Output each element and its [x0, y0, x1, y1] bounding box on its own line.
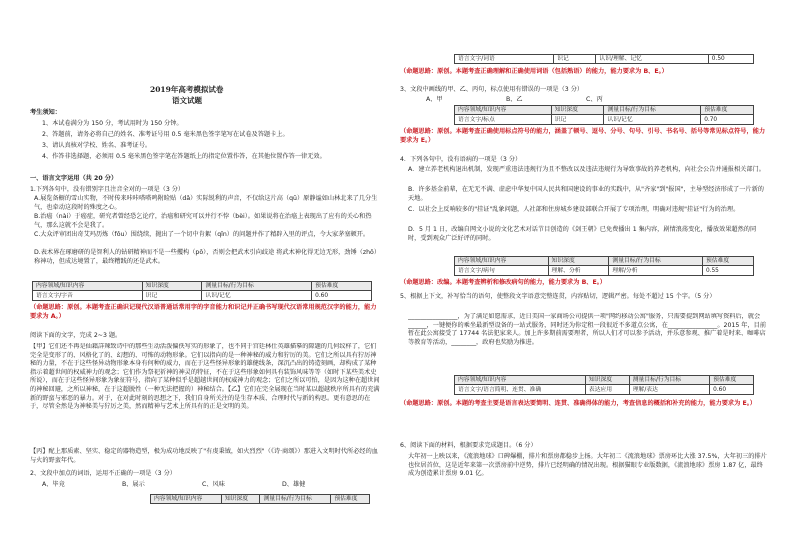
table-header: 内容领域/知识内容	[151, 495, 222, 504]
note-text: 原创。本题考查正确使用标点符号的能力，涵盖了顿号、逗号、分号、句号、引号、书名号、括号等常见标点符号，能力要求为 E。）	[400, 128, 766, 144]
note-text: 改编。本题考查辨析和修改病句的能力，能力要求为 B、E。）	[437, 279, 606, 286]
table-cell: 0.60	[710, 385, 754, 394]
table-cell: 0.55	[702, 266, 753, 275]
table-cell: 理解、分析	[548, 266, 609, 275]
notice-item: 2、答题前，请务必将自己的姓名、准考证号用 0.5 毫米黑色签字笔写在试卷及答题卡上。	[42, 131, 289, 138]
meta-table	[150, 494, 370, 504]
note-label: （命题思路：	[400, 400, 438, 407]
question-stem: 2、文段中加点的词语，运用不正确的一项是（3 分）	[30, 470, 176, 477]
design-note	[400, 400, 770, 409]
table-header: 预估难度	[331, 495, 370, 504]
option-c: C．以社会上反响较多的"挂证"乱象问题，人社部和住房城乡建设部联合开展了专项治理，明确对违规"挂证"行为的治理。	[408, 206, 740, 213]
option-d: D．5 月 1 日，改编自网文小说的文化艺术对话节目创造的《剑王朝》已免费播出 1 集内容，剧情浪荡变化，播放效果超然的同时，受到观众广泛好评的同时。	[408, 226, 757, 242]
option-a: A.展览备橱的雪山实物，不时传来咔咔嗒嗒鸣附睑贴（dǎ）实际锐利的声音，不仅给这片高（qū）原静谧如山林北来了几分生气，也牵动这段时的殊度之心。	[34, 195, 378, 211]
note-label: （命题思路：	[400, 279, 438, 286]
meta-table	[454, 105, 754, 125]
note-label: （命题思路：	[400, 68, 438, 75]
table-cell: 语言文字/字音	[33, 291, 143, 300]
table-cell: 识记	[551, 115, 604, 124]
question-stem: 5、根据上下文，补写恰当的语句，使整段文字语意完整连贯，内容贴切，逻辑严密。每处不超过 15 个字。（5 分）	[400, 293, 716, 300]
option-c: C、风味	[202, 481, 225, 488]
option-b: B．许多基金前辈，在无无不满、虚虑中华复中国人民共和国建设的事业的实践中，从"齐家"到"报国"，主导型经济形成了一片新的天地。	[408, 186, 764, 202]
table-cell: 理解/分析	[609, 266, 703, 275]
note-text: 原创。本题考查正确理解和正确使用词语（包括熟语）的能力，能力要求为 B、E。）	[437, 68, 668, 75]
meta-table	[454, 54, 754, 64]
table-header: 测量目标/行为目标	[609, 257, 703, 266]
option-c: C.大众评审团出奇艾玛历炼（fǒu）围绕续，抛出了一个切中肯絮（qǐn）的问题并作了精辟入里的评点，令大家茅塞顿开。	[34, 231, 370, 238]
design-note	[400, 279, 770, 288]
table-cell: 语言文字/病句	[455, 266, 549, 275]
option-d: D.表术界在琢磨研的是智利人的钻研精神而不是一些攫构（pō），否则会把武术引向歧途 将武术神化得无边无形，劲锤（zhǒ）称神功，但成达境置了，最终糟践的还是武术。	[34, 249, 381, 265]
option-b: B、展示	[122, 481, 145, 488]
page-subtitle: 语文试题	[172, 96, 202, 105]
table-cell: 认识/理解、记忆	[596, 55, 708, 64]
option-a: A、毕竟	[42, 481, 65, 488]
table-header: 测量目标/行为目标	[629, 376, 709, 385]
table-cell: 语言文字/词语	[455, 55, 554, 64]
table-header: 测量目标/行为目标	[202, 282, 312, 291]
table-cell: 识记	[554, 55, 596, 64]
notice-heading: 考生须知：	[30, 109, 61, 116]
table-header: 知识深度	[585, 376, 629, 385]
notice-item: 3、请认真核对学校、姓名、准考证号。	[42, 142, 152, 149]
meta-table	[454, 375, 754, 395]
note-text: 原创。本题的考查主要是语言表达要简明、连贯、准确得体的能力，考查信息的概括和补充的能力，能力要求为 E。）	[437, 400, 756, 407]
design-note	[30, 304, 380, 321]
question-body: ________________，为了满足如愿需求，近日美国一家商场公司提供一项"网约移动公寓"服务，只需要提到网站填写资料后，就会______，一键便你的乘坐最新型设备的一站式服务，同时还为你定租一段很近不多道点公寓，在________________。2015 年，目前暂在此公寓接受了 17744 名法犯家来人。加上许多期前需要理者，所以人们才可以参予活动，并乐意参观、推广着是时来、咖啡店等教育等活动，________，政府也奖励为推进。	[408, 313, 767, 346]
reading-passage: 【丙】配上那质素、坚实、稳定的器物造型，极为成功地反映了"有虔秉钺，如火烈烈"（《诗·商颂》）那进入文明时代所必经的血与火的野蛮年代。	[30, 448, 378, 464]
table-header: 知识深度	[551, 106, 604, 115]
table-cell: 0.60	[312, 291, 372, 300]
table-cell: 认识/记忆	[604, 115, 701, 124]
table-header: 知识深度	[142, 282, 202, 291]
meta-table	[454, 256, 754, 276]
note-label: （命题思路：	[30, 304, 68, 311]
question-stem: 1.下列各句中，没有错别字且注音全对的一项是（3 分）	[30, 186, 185, 193]
table-cell: 0.70	[701, 115, 754, 124]
table-header: 预估难度	[312, 282, 372, 291]
table-header: 测量目标/行为目标	[260, 495, 331, 504]
table-cell: 0.50	[708, 55, 753, 64]
design-note	[400, 68, 770, 77]
section-heading: 一、语言文字运用（共 20 分）	[30, 175, 118, 182]
option-b: B、乙	[506, 96, 523, 103]
table-header: 测量目标/行为目标	[604, 106, 701, 115]
table-header: 内容领域/知识内容	[455, 106, 552, 115]
table-header: 知识深度	[548, 257, 609, 266]
table-header: 内容领域/知识内容	[455, 376, 586, 385]
option-c: C、丙	[586, 96, 603, 103]
question-stem: 3、文段中画线的甲、乙、丙句，标点使用有错误的一项是（3 分）	[400, 86, 584, 93]
table-header: 知识深度	[221, 495, 260, 504]
meta-table	[32, 281, 372, 301]
question-stem: 4．下列各句中，没有语病的一项是（3 分）	[400, 156, 522, 163]
table-header: 预估难度	[710, 376, 754, 385]
table-cell: 识记	[142, 291, 202, 300]
design-note	[400, 128, 770, 145]
table-header: 内容领域/知识内容	[33, 282, 143, 291]
table-cell: 语言文字/语言简明、连贯、准确	[455, 385, 586, 394]
notice-item: 4、作答非选择题，必须用 0.5 毫米黑色签字笔在答题纸上的指定位置作答，在其他位置作答一律无效。	[42, 153, 326, 160]
table-header: 预估难度	[701, 106, 754, 115]
note-label: （命题思路：	[400, 128, 438, 135]
reading-passage: 【甲】它们还不再是仙籍詳辣致诗中的那些生动活泼偏佚写实的形象了，也不同于宫廷林仕英雄描摹的隙题的几何纹样了，它们完全是变形了的、风格化了的、幻想的、可怖的动物形象。它们以指向的是一种神秘的威力和狞厉的美。它们之所以具有狞厉神秘的力量，不在于这些怪异动物形象本身有何种的威力，而在于这些怪异形象的雄健线条，深沉凸出的铸造刻画，却构成了某种指示着超世间的权威神力的观念；它们作为祭祀祈神的神灵的特征，不在于这些形象如何具有装饰风味等等（如时下某些美术史所说），而在于这些怪异形象为象征符号，指向了某种似乎是超越世间的权威神力的观念；它们之所以可怕，是因为这种在超世间的神秘回避，之所以神秘，在于这超脱性（一种无法把握的）神秘结合。【乙】它们在完全展现在当时某以超越秩序所具有的充满新的野蛮与邪恶的暴力。对于，在对此时刻的思想之下，我们自身所关注的是生存本质、合理时代与新的构思。更有意思的在于，尽管全然是为神秘美与狞厉之美，然而精神与艺术上所具有的正是文明的美。	[30, 343, 380, 411]
reading-intro: 阅读下面的文字，完成 2~3 题。	[30, 332, 122, 339]
page-title: 2019年高考模拟试卷	[150, 85, 224, 94]
table-cell: 理解/表达	[629, 385, 709, 394]
question-stem: 6、阅读下面的材料，根据要求完成题目。（6 分）	[400, 442, 537, 449]
table-cell: 语言文字/标点	[455, 115, 552, 124]
table-cell: 表达应用	[585, 385, 629, 394]
table-header: 内容领域/知识内容	[455, 257, 549, 266]
table-header: 预估难度	[702, 257, 753, 266]
option-b: B.治癌（nài）于癌症，研究者曾经恐乞论疗，治癌和研究可以并行不悖（bèi）。如果说将在治癌上表现出了应有的关心和热气，那么这就不会是我了。	[34, 213, 372, 229]
question-body: 大年初一上映以来，《流浪地球》口碑爆棚，排片和票房都稳步上扬。大年初二《流浪地球》票房环比大涨 37.5%，大年初三的排片也位居首位，这是近年来第一次票房前中逆势，排片已经明确的情况出现。根据猫眼专业版数据，《流浪地球》票房 1.87 亿，最终成为创造累计票房 9.01 亿。	[408, 453, 767, 478]
note-text: 原创。本题考查正确识记现代汉语普通话常用字的字音能力和识记并正确书写现代汉语常用规范汉字的能力，能力要求为 A。）	[30, 304, 377, 320]
option-d: D、雄健	[282, 481, 306, 488]
table-cell: 认识/记忆	[202, 291, 312, 300]
option-a: A、甲	[426, 96, 443, 103]
option-a: A．建立养老机构退出机制，发现严重违法违规行为且不整改以及违法违规行为导致事故的养老机构，向社会公告并通报相关部门。	[408, 166, 765, 173]
notice-item: 1、本试卷满分为 150 分，考试用时为 150 分钟。	[42, 120, 183, 127]
